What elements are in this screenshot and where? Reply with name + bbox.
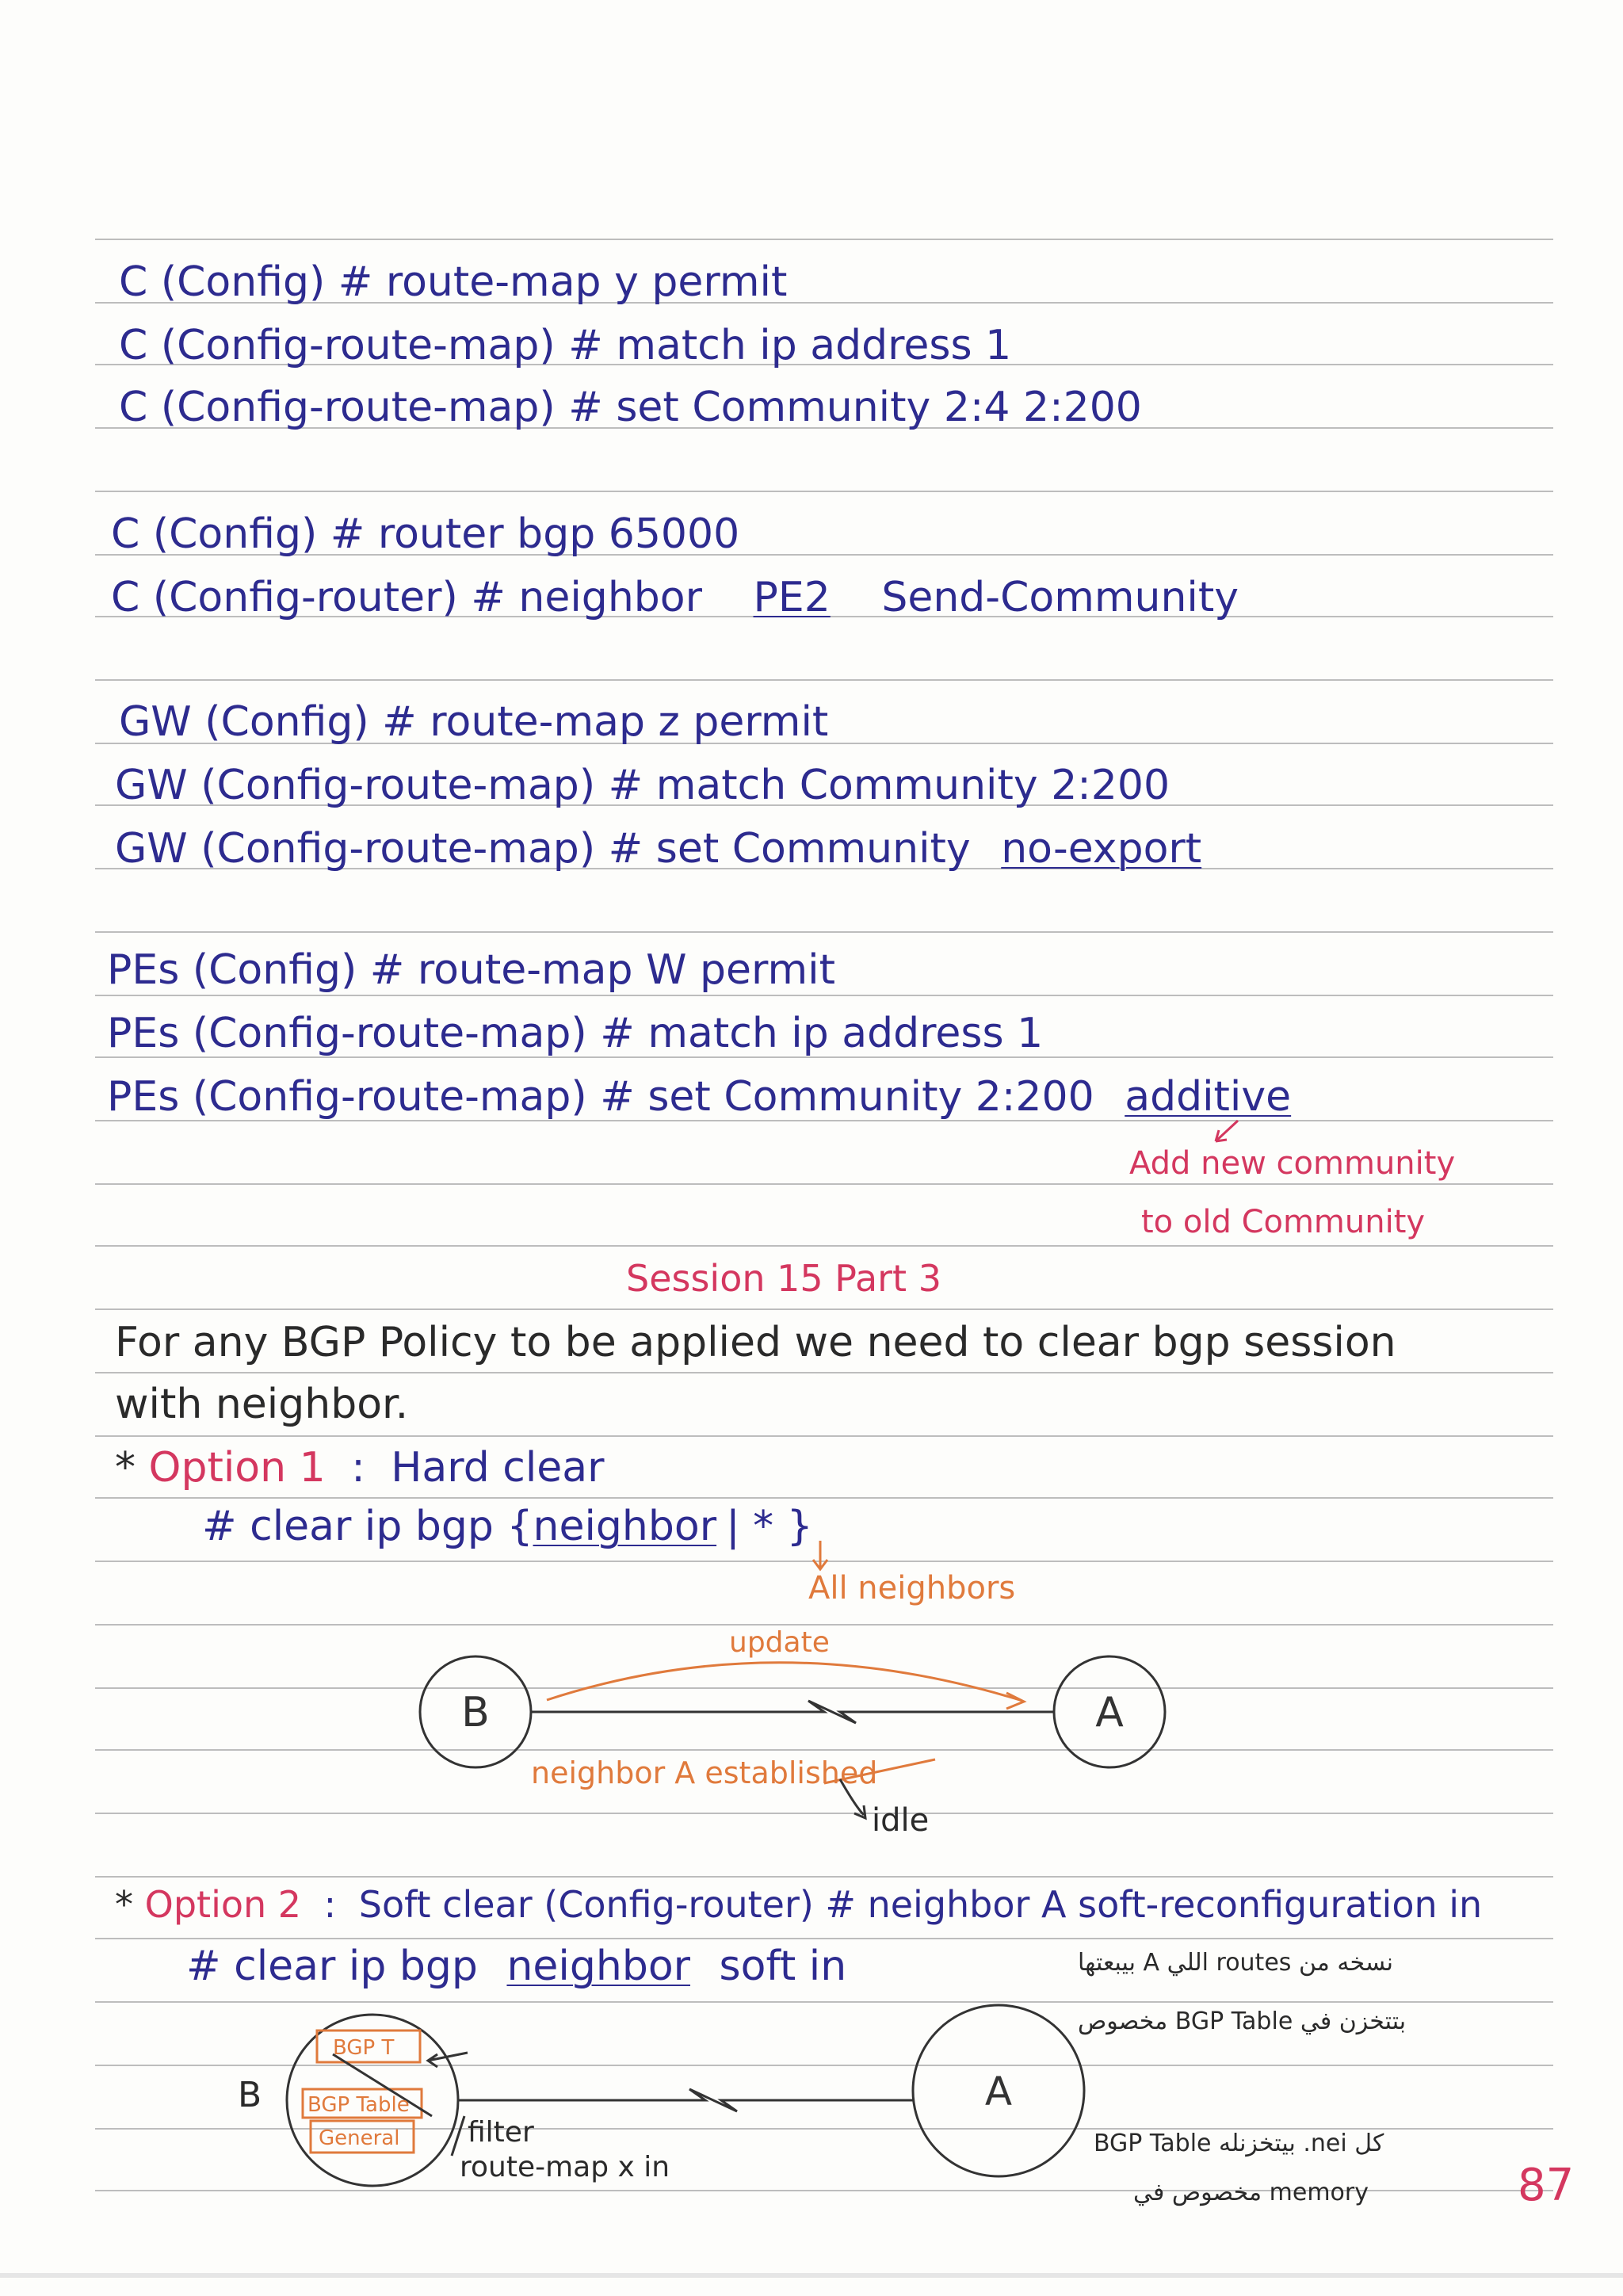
all-neighbors-note: All neighbors (808, 1570, 1016, 1606)
option-1-line: * Option 1 : Hard clear (115, 1444, 605, 1492)
node-b-label-2: B (238, 2075, 262, 2115)
option-2-label: Option 2 (144, 1883, 302, 1926)
intro-line-1: For any BGP Policy to be applied we need to clear bgp session (115, 1319, 1396, 1366)
additive-note-1: Add new community (1129, 1145, 1456, 1182)
config-line-g3 (115, 825, 1202, 873)
option-1-cmd-suffix: | * } (726, 1503, 813, 1550)
config-line-c2: C (Config-route-map) # match ip address 1 (119, 322, 1012, 369)
node-a-label-2: A (984, 2069, 1013, 2115)
option-1-cmd-neighbor: neighbor (533, 1503, 717, 1550)
config-line-g2: GW (Config-route-map) # match Community 2:200 (115, 762, 1170, 809)
node-a-label: A (1095, 1689, 1124, 1736)
route-map-label: route-map x in (460, 2151, 670, 2183)
arabic-note-4: memory مخصوص في (1133, 2179, 1369, 2206)
option-2-cmd-prefix: # clear ip bgp (186, 1943, 478, 1990)
config-line-g1: GW (Config) # route-map z permit (119, 698, 829, 746)
option-2-cmd-neighbor: neighbor (506, 1943, 691, 1990)
node-b-label: B (461, 1689, 490, 1736)
arrow-all-neighbors-icon (808, 1539, 832, 1574)
neighbor-pe2: PE2 (753, 574, 831, 621)
bgp-t-label: BGP T (333, 2036, 395, 2060)
arrow-additive-icon (1205, 1117, 1252, 1149)
config-line-c1: C (Config) # route-map y permit (119, 258, 788, 306)
option-2-cmd-suffix: soft in (719, 1943, 847, 1990)
config-line-c5-prefix: C (Config-router) # neighbor (111, 574, 702, 621)
arabic-note-3: كل nei. بيتخزنله BGP Table (1094, 2130, 1384, 2157)
config-line-g3-prefix: GW (Config-route-map) # set Community (115, 825, 971, 873)
general-label: General (319, 2126, 400, 2150)
option-2-line: * Option 2 : Soft clear (Config-router) # neighbor A soft-reconfiguration in (115, 1883, 1483, 1926)
option-2-sep: : (323, 1883, 337, 1926)
send-community: Send-Community (881, 574, 1239, 621)
additive-note-2: to old Community (1141, 1204, 1426, 1240)
option-2-title: Soft clear (Config-router) # neighbor A soft-reconfiguration in (358, 1883, 1483, 1926)
page-number: 87 (1518, 2160, 1575, 2211)
link-line (531, 1701, 1054, 1723)
session-heading: Session 15 Part 3 (626, 1257, 941, 1300)
intro-line-2: with neighbor. (115, 1381, 409, 1428)
arabic-note-2: بتتخزن في BGP Table مخصوص (1078, 2008, 1407, 2035)
filter-label: filter (468, 2116, 534, 2149)
config-line-p1: PEs (Config) # route-map W permit (107, 946, 835, 994)
config-line-p3-prefix: PEs (Config-route-map) # set Community 2:200 (107, 1073, 1094, 1121)
established-label: neighbor A established (531, 1755, 878, 1790)
idle-label: idle (872, 1802, 930, 1839)
additive: additive (1125, 1073, 1292, 1121)
option-1-title: Hard clear (391, 1444, 605, 1492)
config-line-c5 (111, 574, 1239, 621)
config-line-p3 (107, 1073, 1292, 1121)
link-line-2 (458, 2089, 913, 2111)
option-1-label: Option 1 (148, 1444, 326, 1492)
bgp-table-label: BGP Table (307, 2093, 410, 2117)
arabic-note-1: نسخه من routes اللي A بيبعتها (1078, 1949, 1393, 1977)
option-1-sep: : (351, 1444, 365, 1492)
config-line-c4: C (Config) # router bgp 65000 (111, 510, 740, 558)
soft-clear-diagram (214, 1997, 1117, 2195)
config-line-c3: C (Config-route-map) # set Community 2:4 2:200 (119, 384, 1142, 431)
no-export: no-export (1001, 825, 1202, 873)
update-arrow (547, 1663, 1022, 1701)
hard-clear-diagram (380, 1625, 1220, 1862)
config-line-p2: PEs (Config-route-map) # match ip address 1 (107, 1010, 1044, 1057)
option-2-cmd (186, 1943, 847, 1990)
option-1-cmd-prefix: # clear ip bgp { (202, 1503, 533, 1550)
update-label: update (729, 1626, 830, 1659)
option-1-cmd (202, 1503, 813, 1550)
